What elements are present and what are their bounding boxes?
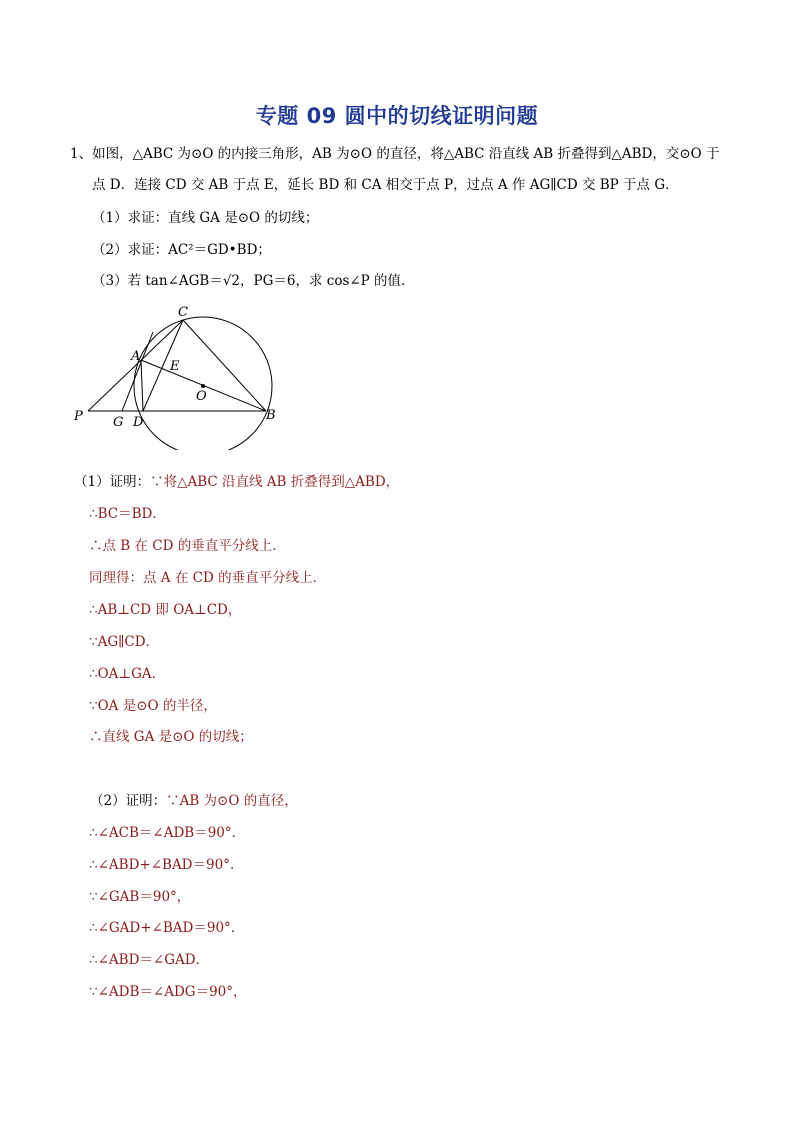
label-e: E <box>170 359 180 374</box>
solution-1-head: （1）证明： <box>74 474 151 490</box>
solution-1-line-7: ∵OA 是⊙O 的半径， <box>89 698 217 714</box>
label-p: P <box>74 409 83 424</box>
line-ad <box>141 360 143 411</box>
solution-2-line-0: ∵AB 为⊙O 的直径， <box>166 793 298 809</box>
solution-2-line-6: ∵∠ADB＝∠ADG＝90°， <box>89 984 247 1000</box>
label-c: C <box>178 305 188 320</box>
solution-1-line-3: 同理得：点 A 在 CD 的垂直平分线上． <box>89 570 327 586</box>
label-b: B <box>266 408 276 423</box>
solution-1-line-2: ∴点 B 在 CD 的垂直平分线上． <box>89 538 286 554</box>
problem-line-1: 1、如图，△ABC 为⊙O 的内接三角形，AB 为⊙O 的直径，将△ABC 沿直线 AB 折叠得到△ABD，交⊙O 于 <box>70 146 720 162</box>
line-pc <box>88 320 183 411</box>
problem-part-3: （3）若 tan∠AGB＝√2，PG＝6，求 cos∠P 的值． <box>92 273 415 289</box>
solution-2-line-2: ∴∠ABD+∠BAD＝90°． <box>89 857 244 873</box>
solution-1-line-1: ∴BC＝BD． <box>89 506 166 522</box>
solution-1-line-8: ∴直线 GA 是⊙O 的切线； <box>89 729 253 745</box>
label-g: G <box>113 415 124 430</box>
solution-2-head: （2）证明： <box>90 793 167 809</box>
solution-1-line-0: ∵将△ABC 沿直线 AB 折叠得到△ABD， <box>150 474 400 490</box>
geometry-figure <box>70 300 290 450</box>
solution-2-head-line <box>90 791 298 811</box>
label-d: D <box>133 415 144 430</box>
center-point <box>201 384 205 388</box>
solution-2-line-3: ∵∠GAB＝90°， <box>89 889 191 905</box>
solution-1-line-5: ∵AG∥CD． <box>89 634 160 650</box>
problem-line-2: 点 D．连接 CD 交 AB 于点 E，延长 BD 和 CA 相交于点 P，过点 A 作 AG∥CD 交 BP 于点 G． <box>92 177 679 193</box>
problem-part-2: （2）求证：AC²＝GD•BD； <box>92 242 271 258</box>
label-o: O <box>196 389 207 404</box>
label-a: A <box>131 349 141 364</box>
solution-1-line-6: ∴OA⊥GA． <box>89 666 166 682</box>
solution-1-head-line <box>74 472 399 492</box>
problem-part-1: （1）求证：直线 GA 是⊙O 的切线； <box>92 210 319 226</box>
solution-1-line-4: ∴AB⊥CD 即 OA⊥CD， <box>89 602 242 618</box>
page-title: 专题 09 圆中的切线证明问题 <box>255 104 539 128</box>
solution-2-line-1: ∴∠ACB＝∠ADB＝90°． <box>89 825 246 841</box>
solution-2-line-4: ∴∠GAD+∠BAD＝90°． <box>89 920 245 936</box>
solution-2-line-5: ∴∠ABD＝∠GAD． <box>89 952 210 968</box>
